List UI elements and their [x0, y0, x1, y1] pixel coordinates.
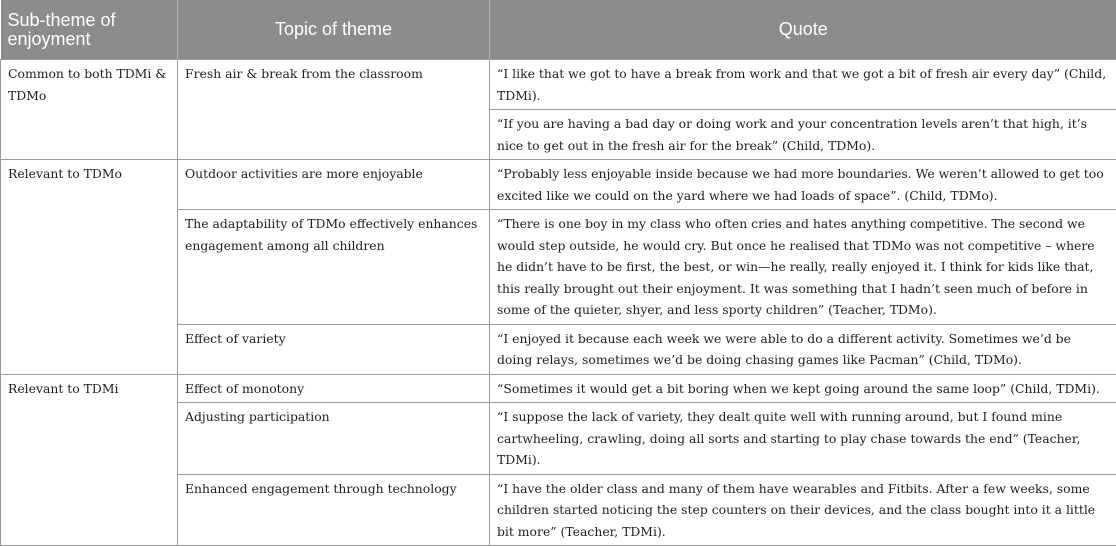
topic-cell: The adaptability of TDMo effectively enhances engagement among all children	[178, 210, 490, 325]
quote-cell: “Sometimes it would get a bit boring when we kept going around the same loop” (Child, TDMi).	[490, 374, 1116, 403]
quote-cell: “I enjoyed it because each week we were able to do a different activity. Sometimes we’d be doing relays, sometimes we’d be doing chasing games like Pacman” (Child, TDMo).	[490, 324, 1116, 374]
subtheme-cell: Common to both TDMi & TDMo	[1, 60, 178, 160]
header-topic: Topic of theme	[178, 0, 490, 60]
subtheme-cell: Relevant to TDMi	[1, 374, 178, 546]
topic-cell: Outdoor activities are more enjoyable	[178, 160, 490, 210]
table-row	[1, 374, 1116, 403]
quote-cell: “I suppose the lack of variety, they dealt quite well with running around, but I found mine cartwheeling, crawling, doing all sorts and starting to play chase towards the end” (Teacher, TDMi).	[490, 403, 1116, 475]
table-row	[1, 60, 1116, 110]
quote-cell: “I have the older class and many of them have wearables and Fitbits. After a few weeks, some children started noticing the step counters on their devices, and the class bought into it a little bit more” (Teacher, TDMi).	[490, 474, 1116, 546]
topic-cell: Effect of variety	[178, 324, 490, 374]
table-row	[1, 160, 1116, 210]
subtheme-cell: Relevant to TDMo	[1, 160, 178, 375]
topic-cell: Adjusting participation	[178, 403, 490, 475]
topic-cell: Fresh air & break from the classroom	[178, 60, 490, 160]
topic-cell: Enhanced engagement through technology	[178, 474, 490, 546]
quote-cell: “There is one boy in my class who often cries and hates anything competitive. The second we would step outside, he would cry. But once he realised that TDMo was not competitive – where he didn’t have to be first, the best, or win—he really, really enjoyed it. I think for kids like that, this really brought out their enjoyment. It was something that I hadn’t seen much of before in some of the quieter, shyer, and less sporty children” (Teacher, TDMo).	[490, 210, 1116, 325]
quote-cell: “Probably less enjoyable inside because we had more boundaries. We weren’t allowed to get too excited like we could on the yard where we had loads of space”. (Child, TDMo).	[490, 160, 1116, 210]
header-quote: Quote	[490, 0, 1116, 60]
header-subtheme: Sub-theme of enjoyment	[1, 0, 178, 60]
quote-cell: “I like that we got to have a break from work and that we got a bit of fresh air every day” (Child, TDMi).	[490, 60, 1116, 110]
topic-cell: Effect of monotony	[178, 374, 490, 403]
header-row	[1, 0, 1116, 60]
quote-cell: “If you are having a bad day or doing work and your concentration levels aren’t that high, it’s nice to get out in the fresh air for the break” (Child, TDMo).	[490, 110, 1116, 160]
